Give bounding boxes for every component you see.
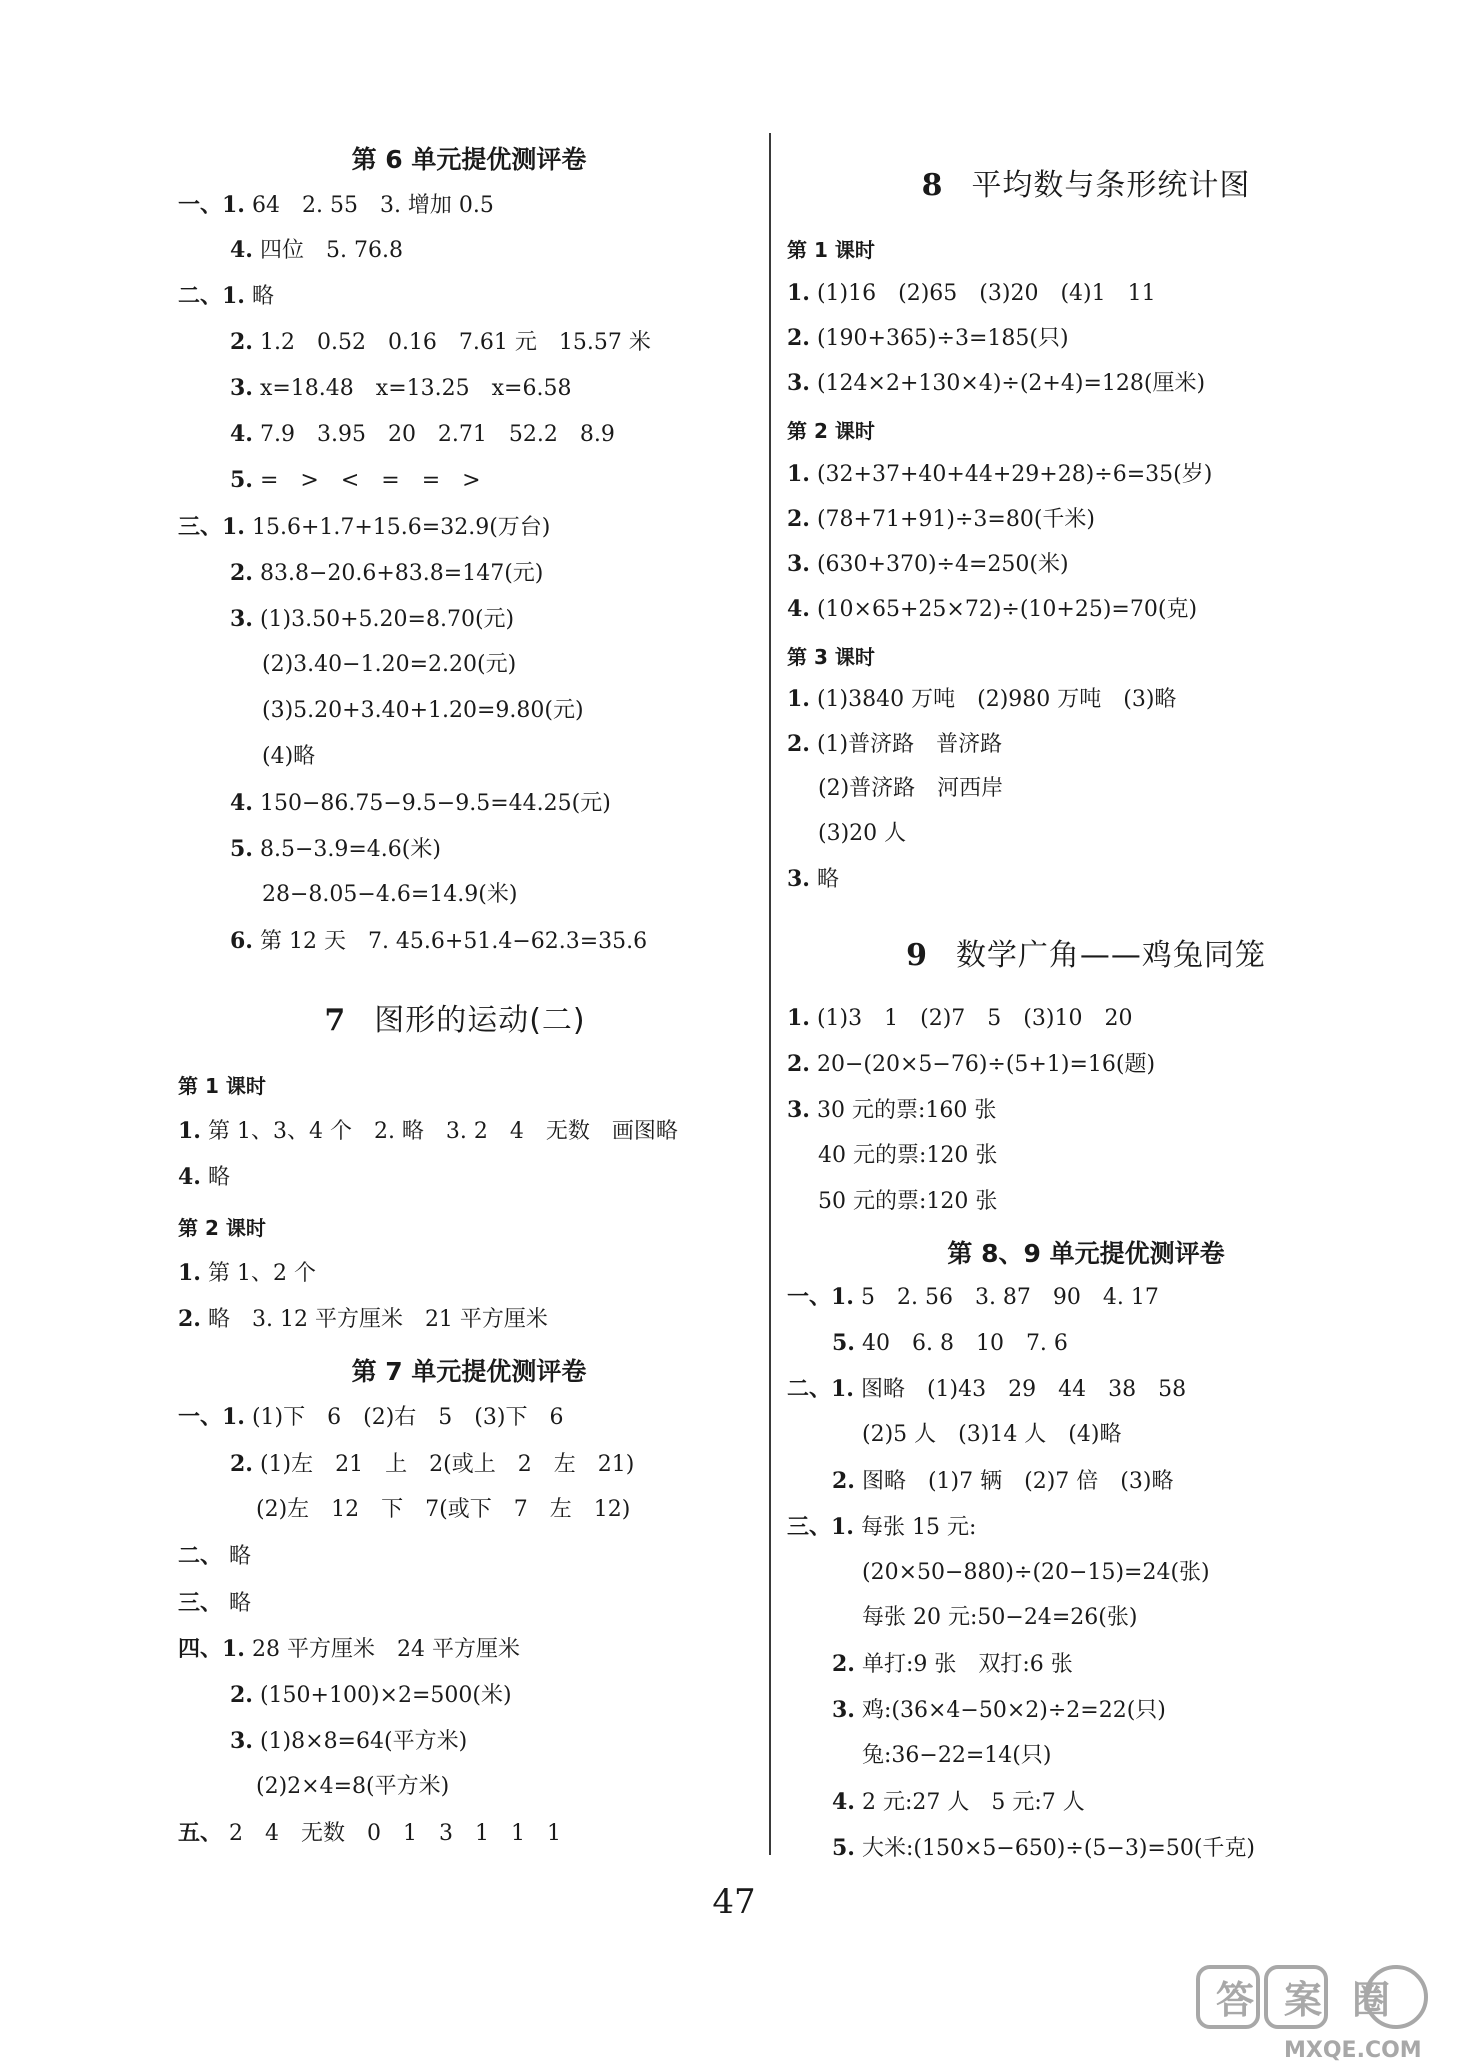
answer-text: (1)3840 万吨 (2)980 万吨 (3)略 (816, 687, 1177, 712)
question-number: 5. (832, 1835, 855, 1861)
answer-text: (630+370)÷4=250(米) (816, 552, 1069, 577)
question-number: 5. (230, 836, 253, 862)
answer-line (787, 1376, 1186, 1403)
watermark-text: 答案圈 (1216, 1978, 1421, 2022)
answer-text: 图略 (1)7 辆 (2)7 倍 (3)略 (861, 1469, 1174, 1494)
question-number: 3. (230, 1728, 253, 1754)
chapter-number: 7 (324, 1003, 347, 1038)
question-number: 3. (787, 1097, 810, 1123)
answer-line (230, 1451, 634, 1478)
answer-line (862, 1743, 1051, 1769)
chapter-name: 平均数与条形统计图 (971, 168, 1251, 203)
answer-line (178, 1820, 561, 1847)
answer-text: 第 1、2 个 (207, 1261, 316, 1286)
answer-line (787, 1051, 1155, 1078)
answer-line (262, 882, 517, 908)
section-heading: 第 6 单元提优测评卷 (351, 145, 587, 174)
answer-text: (10×65+25×72)÷(10+25)=70(克) (816, 597, 1198, 622)
answer-line (178, 192, 494, 219)
answer-text: 略 (229, 1591, 252, 1616)
answer-text: (1)8×8=64(平方米) (259, 1729, 468, 1754)
answer-text: (2)普济路 河西岸 (818, 776, 1004, 801)
question-number: 二、1. (787, 1376, 854, 1402)
answer-text: x=18.48 x=13.25 x=6.58 (259, 376, 572, 401)
answer-text: 2 4 无数 0 1 3 1 1 1 (229, 1821, 561, 1846)
answer-line (787, 325, 1069, 352)
question-number: 2. (230, 1451, 253, 1477)
answer-line (787, 280, 1156, 307)
answer-line (230, 1728, 467, 1755)
answer-line (178, 1306, 548, 1333)
answer-text: (3)5.20+3.40+1.20=9.80(元) (262, 698, 584, 723)
question-number: 1. (787, 280, 810, 306)
answer-line (818, 776, 1003, 802)
chapter-number: 9 (906, 938, 928, 973)
answer-text: 兔:36−22=14(只) (862, 1743, 1052, 1768)
answer-line (178, 1118, 678, 1145)
answer-text: (78+71+91)÷3=80(千米) (816, 507, 1096, 532)
answer-line (832, 1651, 1073, 1678)
chapter-name: 图形的运动(二) (374, 1003, 586, 1038)
answer-line (230, 1682, 512, 1709)
answer-line (178, 1543, 251, 1570)
answer-line (787, 1514, 976, 1541)
answer-line (787, 1284, 1159, 1311)
question-number: 二、1. (178, 283, 245, 309)
answer-text: 83.8−20.6+83.8=147(元) (259, 561, 544, 586)
answer-text: 略 (251, 284, 274, 309)
question-number: 1. (178, 1118, 201, 1144)
answer-line (787, 551, 1069, 578)
question-number: 4. (230, 421, 253, 447)
question-number: 4. (178, 1164, 201, 1190)
question-number: 4. (230, 790, 253, 816)
answer-text: (1)普济路 普济路 (816, 732, 1003, 757)
answer-text: 鸡:(36×4−50×2)÷2=22(只) (861, 1698, 1166, 1723)
answer-text: (190+365)÷3=185(只) (816, 326, 1069, 351)
page-number: 47 (712, 1882, 756, 1922)
question-number: 2. (178, 1306, 201, 1332)
answer-line (230, 790, 611, 817)
column-divider (769, 133, 771, 1855)
answer-text: (3)20 人 (818, 821, 907, 846)
answer-line (230, 606, 514, 633)
answer-line (787, 731, 1002, 758)
answer-text: 第 12 天 7. 45.6+51.4−62.3=35.6 (259, 929, 648, 954)
answer-text: 图略 (1)43 29 44 38 58 (860, 1377, 1187, 1402)
answer-line (832, 1468, 1173, 1495)
answer-text: 40 6. 8 10 7. 6 (861, 1331, 1068, 1356)
answer-line (230, 237, 403, 264)
answer-text: 5 2. 56 3. 87 90 4. 17 (860, 1285, 1159, 1310)
question-number: 2. (787, 325, 810, 351)
question-number: 五、 (178, 1820, 223, 1846)
question-number: 2. (787, 1051, 810, 1077)
question-number: 4. (787, 596, 810, 622)
answer-text: (20×50−880)÷(20−15)=24(张) (862, 1560, 1210, 1585)
question-number: 3. (832, 1697, 855, 1723)
question-number: 四、1. (178, 1636, 245, 1662)
watermark-url: MXQE.COM (1284, 2038, 1422, 2063)
question-number: 5. (832, 1330, 855, 1356)
answer-text: 略 (229, 1544, 252, 1569)
answer-line (787, 461, 1212, 488)
answer-text: (2)左 12 下 7(或下 7 左 12) (256, 1497, 631, 1522)
answer-line (787, 596, 1197, 623)
answer-line (862, 1605, 1137, 1631)
answer-text: (2)5 人 (3)14 人 (4)略 (862, 1422, 1122, 1447)
answer-text: (1)3 1 (2)7 5 (3)10 20 (816, 1006, 1133, 1031)
answer-line (787, 506, 1095, 533)
answer-line (262, 652, 516, 678)
answer-text: 50 元的票:120 张 (818, 1189, 998, 1214)
chapter-name: 数学广角——鸡兔同笼 (955, 938, 1266, 973)
chapter-number: 8 (921, 168, 944, 203)
answer-line (832, 1697, 1166, 1724)
answer-text: 略 3. 12 平方厘米 21 平方厘米 (207, 1307, 548, 1332)
question-number: 3. (787, 551, 810, 577)
question-number: 2. (230, 329, 253, 355)
answer-text: (1)左 21 上 2(或上 2 左 21) (259, 1452, 635, 1477)
question-number: 3. (230, 606, 253, 632)
answer-text: = > < = = > (259, 468, 481, 493)
answer-line (178, 1590, 251, 1617)
question-number: 三、1. (787, 1514, 854, 1540)
answer-text: 1.2 0.52 0.16 7.61 元 15.57 米 (259, 330, 651, 355)
answer-text: 每张 20 元:50−24=26(张) (862, 1605, 1138, 1630)
section-heading: 第 8、9 单元提优测评卷 (947, 1239, 1225, 1268)
answer-text: 30 元的票:160 张 (816, 1098, 997, 1123)
answer-line (178, 1404, 563, 1431)
question-number: 一、1. (787, 1284, 854, 1310)
answer-line (230, 375, 571, 402)
question-number: 1. (787, 686, 810, 712)
answer-line (256, 1774, 449, 1800)
answer-line (787, 686, 1176, 713)
answer-line (230, 928, 647, 955)
chapter-title (906, 930, 1266, 974)
answer-line (178, 514, 550, 541)
question-number: 2. (832, 1651, 855, 1677)
answer-line (178, 1260, 316, 1287)
answer-text: 20−(20×5−76)÷(5+1)=16(题) (816, 1052, 1156, 1077)
answer-line (787, 1097, 996, 1124)
chapter-title (922, 160, 1251, 204)
answer-text: 第 1、3、4 个 2. 略 3. 2 4 无数 画图略 (207, 1119, 678, 1144)
answer-text: 40 元的票:120 张 (818, 1143, 998, 1168)
answer-text: (1)3.50+5.20=8.70(元) (259, 607, 515, 632)
answer-line (178, 1636, 520, 1663)
answer-text: (4)略 (262, 744, 316, 769)
lesson-label: 第 3 课时 (787, 645, 875, 669)
answer-line (862, 1560, 1210, 1586)
answer-line (818, 1189, 997, 1215)
answer-text: (150+100)×2=500(米) (259, 1683, 512, 1708)
answer-text: 略 (207, 1165, 230, 1190)
lesson-label: 第 1 课时 (787, 238, 875, 262)
answer-text: 28 平方厘米 24 平方厘米 (251, 1637, 520, 1662)
answer-text: (2)2×4=8(平方米) (256, 1774, 450, 1799)
answer-line (256, 1497, 630, 1523)
answer-text: 四位 5. 76.8 (259, 238, 403, 263)
answer-line (862, 1422, 1121, 1448)
answer-line (818, 821, 906, 847)
answer-text: 每张 15 元: (860, 1515, 977, 1540)
watermark-logo (1196, 1965, 1464, 2063)
question-number: 2. (230, 1682, 253, 1708)
answer-line (787, 370, 1205, 397)
question-number: 2. (230, 560, 253, 586)
answer-text: 64 2. 55 3. 增加 0.5 (251, 193, 494, 218)
answer-line (832, 1835, 1255, 1862)
answer-line (230, 329, 651, 356)
question-number: 6. (230, 928, 253, 954)
answer-text: 150−86.75−9.5−9.5=44.25(元) (259, 791, 611, 816)
question-number: 4. (832, 1789, 855, 1815)
answer-line (178, 283, 274, 310)
answer-line (787, 1005, 1132, 1032)
answer-text: 单打:9 张 双打:6 张 (861, 1652, 1073, 1677)
answer-text: (124×2+130×4)÷(2+4)=128(厘米) (816, 371, 1206, 396)
answer-text: (1)下 6 (2)右 5 (3)下 6 (251, 1405, 564, 1430)
answer-line (230, 421, 615, 448)
lesson-label: 第 2 课时 (178, 1216, 266, 1240)
answer-line (230, 467, 481, 494)
answer-text: 7.9 3.95 20 2.71 52.2 8.9 (259, 422, 615, 447)
answer-line (787, 866, 839, 893)
question-number: 2. (787, 506, 810, 532)
question-number: 一、1. (178, 192, 245, 218)
section-heading: 第 7 单元提优测评卷 (351, 1357, 587, 1386)
answer-text: (32+37+40+44+29+28)÷6=35(岁) (816, 462, 1213, 487)
answer-text: (1)16 (2)65 (3)20 (4)1 11 (816, 281, 1156, 306)
lesson-label: 第 1 课时 (178, 1074, 266, 1098)
lesson-label: 第 2 课时 (787, 419, 875, 443)
answer-line (262, 698, 584, 724)
answer-text: 略 (816, 867, 839, 892)
question-number: 5. (230, 467, 253, 493)
question-number: 3. (787, 866, 810, 892)
question-number: 1. (178, 1260, 201, 1286)
question-number: 2. (787, 731, 810, 757)
answer-line (832, 1330, 1068, 1357)
question-number: 4. (230, 237, 253, 263)
question-number: 3. (787, 370, 810, 396)
answer-text: 28−8.05−4.6=14.9(米) (262, 882, 518, 907)
question-number: 三、1. (178, 514, 245, 540)
answer-line (178, 1164, 230, 1191)
answer-line (832, 1789, 1085, 1816)
question-number: 二、 (178, 1543, 223, 1569)
answer-line (230, 560, 543, 587)
question-number: 1. (787, 461, 810, 487)
question-number: 3. (230, 375, 253, 401)
answer-text: (2)3.40−1.20=2.20(元) (262, 652, 517, 677)
answer-text: 8.5−3.9=4.6(米) (259, 837, 441, 862)
answer-text: 大米:(150×5−650)÷(5−3)=50(千克) (861, 1836, 1256, 1861)
question-number: 1. (787, 1005, 810, 1031)
answer-line (230, 836, 441, 863)
chapter-title (324, 995, 585, 1039)
question-number: 三、 (178, 1590, 223, 1616)
question-number: 2. (832, 1468, 855, 1494)
question-number: 一、1. (178, 1404, 245, 1430)
answer-line (262, 744, 315, 770)
answer-text: 2 元:27 人 5 元:7 人 (861, 1790, 1085, 1815)
answer-line (818, 1143, 997, 1169)
answer-text: 15.6+1.7+15.6=32.9(万台) (251, 515, 551, 540)
